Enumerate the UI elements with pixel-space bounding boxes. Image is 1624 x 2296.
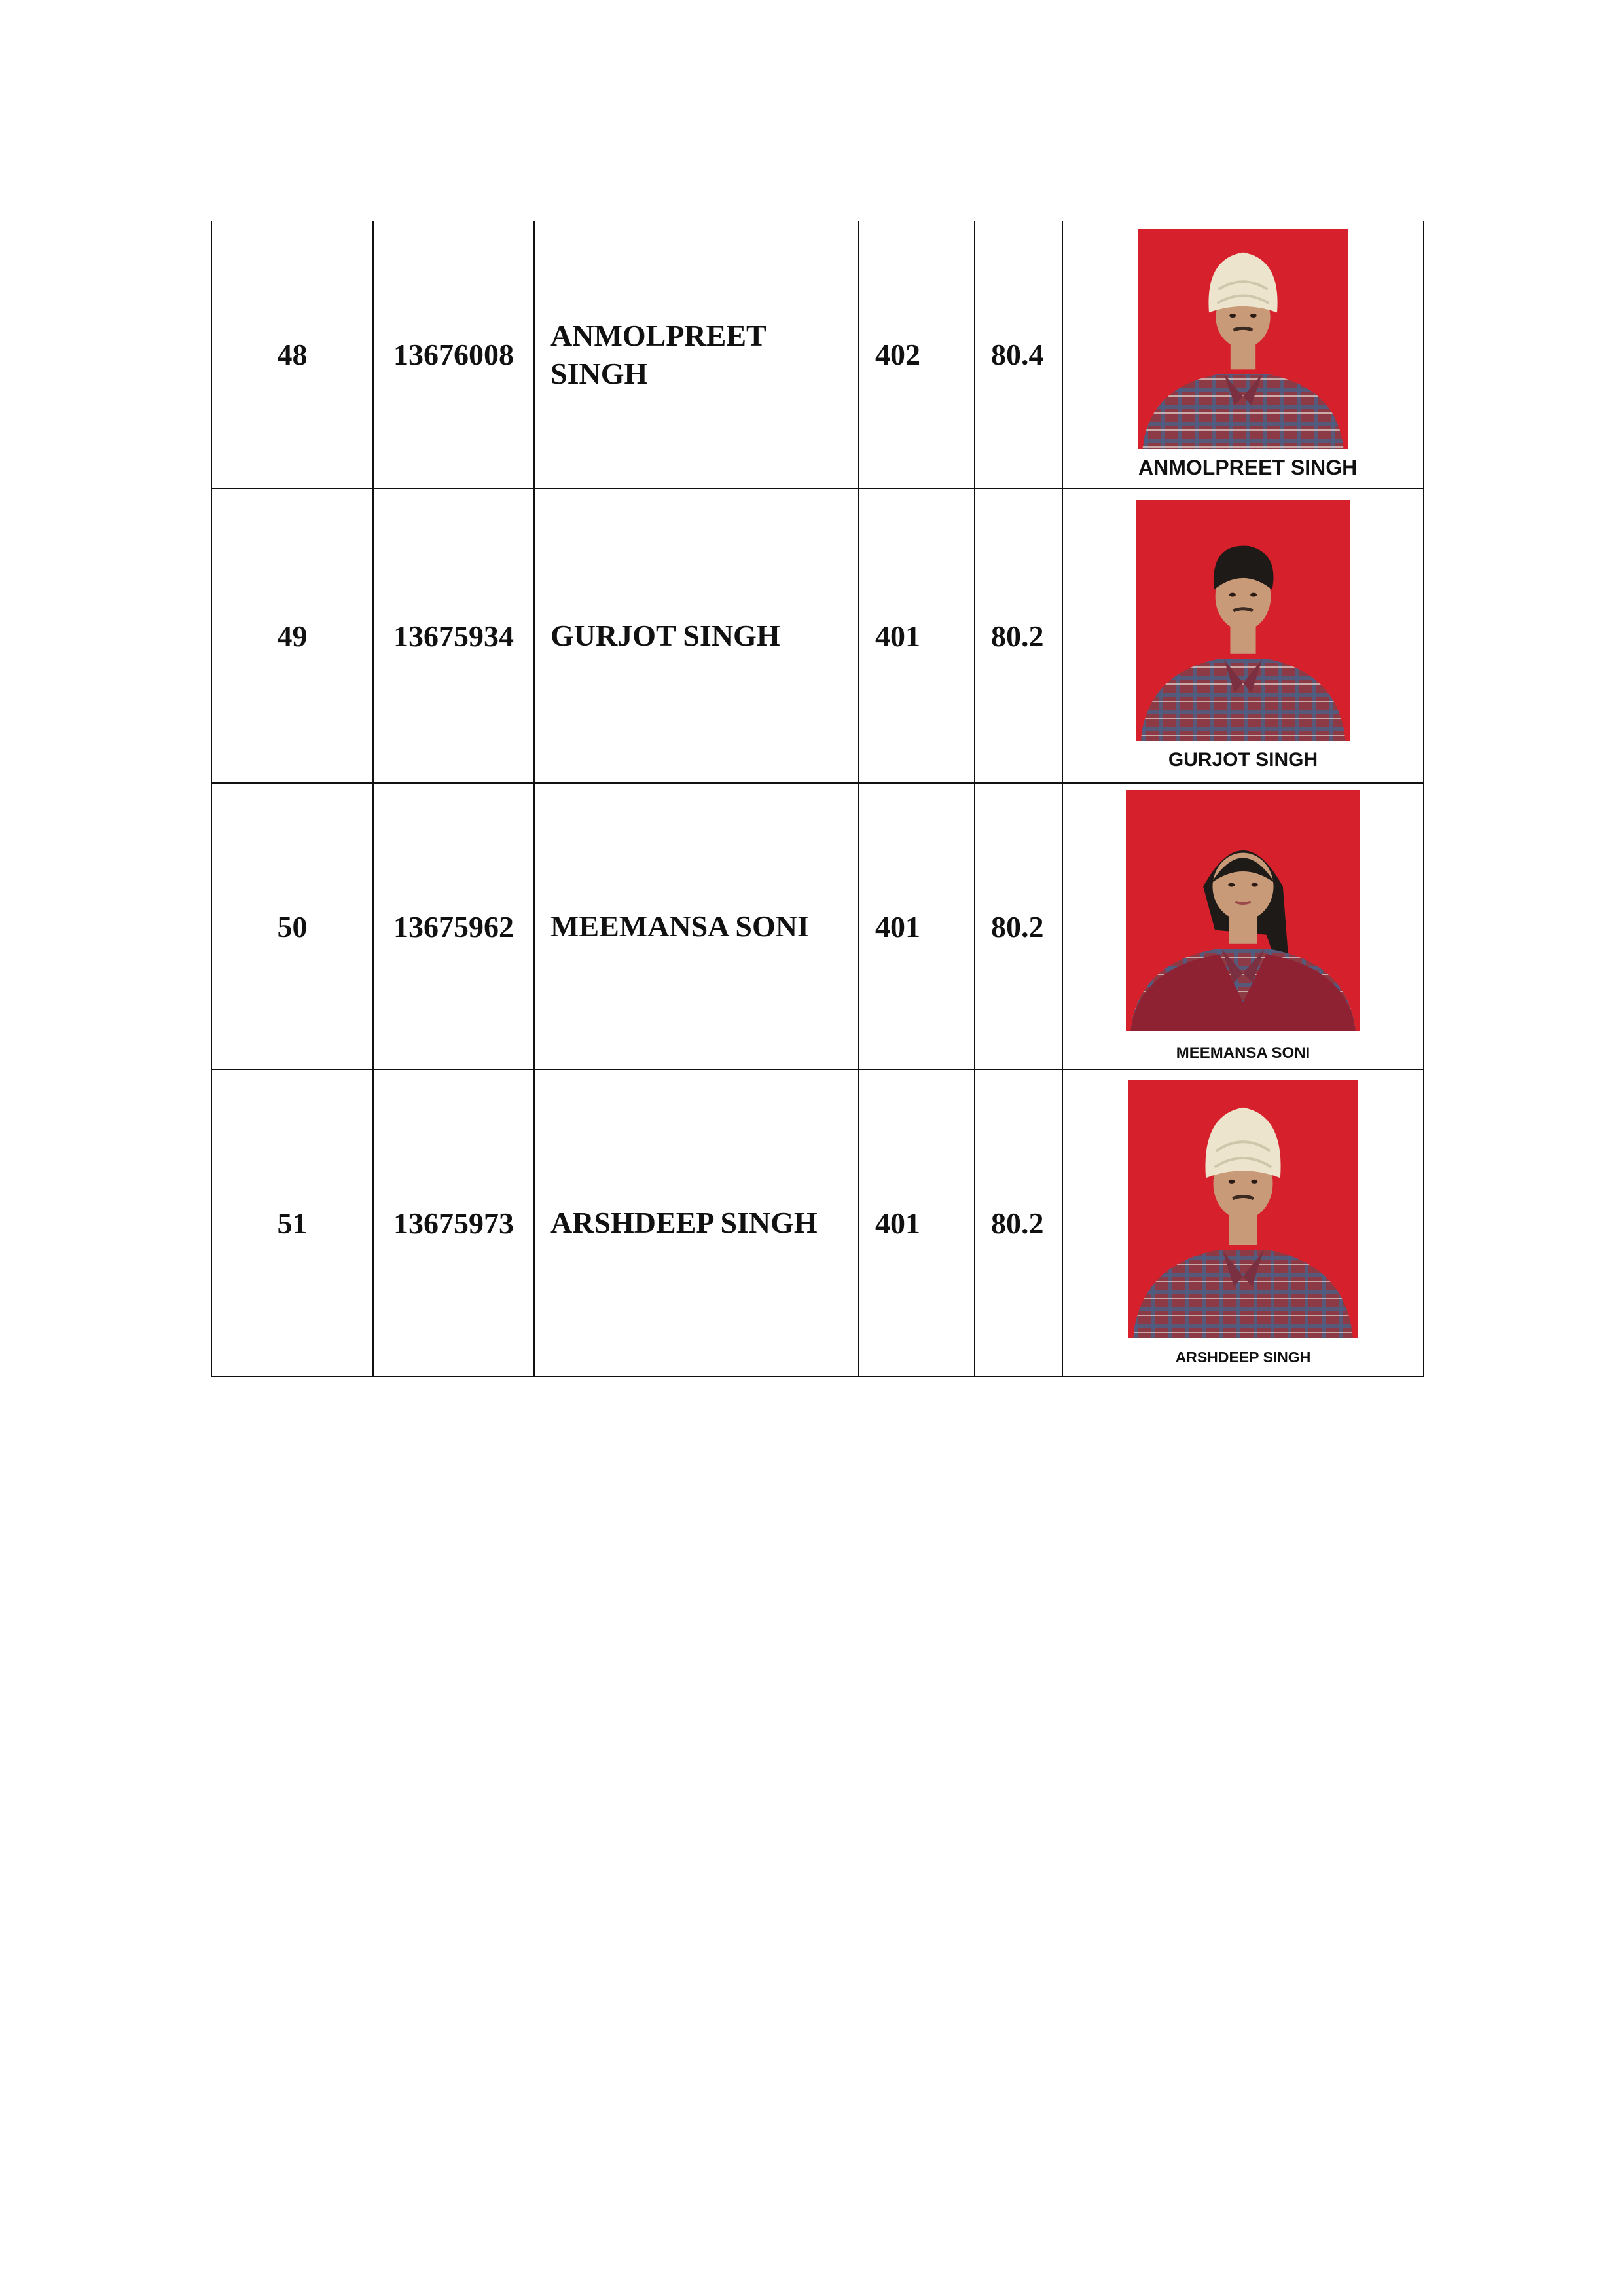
photo-cell: [1062, 221, 1424, 488]
marks-cell: 401: [859, 783, 975, 1070]
roll-number-cell: 13675973: [373, 1070, 534, 1376]
student-photo: [1136, 500, 1350, 771]
photo-caption: ARSHDEEP SINGH: [1175, 1348, 1311, 1366]
serial-number-cell: 48: [211, 221, 373, 488]
roll-number-cell: 13676008: [373, 221, 534, 488]
photo-cell: [1062, 488, 1424, 783]
photo-caption: GURJOT SINGH: [1168, 749, 1318, 771]
student-name-cell: ARSHDEEP SINGH: [534, 1070, 859, 1376]
serial-number-cell: 50: [211, 783, 373, 1070]
student-name-cell: GURJOT SINGH: [534, 488, 859, 783]
percentage-cell: 80.2: [975, 1070, 1062, 1376]
student-photo: [1126, 790, 1360, 1063]
percentage-cell: 80.2: [975, 488, 1062, 783]
portrait-image: [1126, 790, 1360, 1031]
portrait-image: [1138, 229, 1348, 449]
marks-cell: 401: [859, 1070, 975, 1376]
student-name-cell: MEEMANSA SONI: [534, 783, 859, 1070]
table-row: [211, 1070, 1424, 1376]
portrait-image: [1128, 1080, 1358, 1338]
photo-caption: MEEMANSA SONI: [1176, 1044, 1310, 1062]
portrait-image: [1136, 500, 1350, 741]
photo-cell: [1062, 1070, 1424, 1376]
photo-cell: [1062, 783, 1424, 1070]
roll-number-cell: 13675962: [373, 783, 534, 1070]
serial-number-cell: 51: [211, 1070, 373, 1376]
percentage-cell: 80.4: [975, 221, 1062, 488]
marks-cell: 402: [859, 221, 975, 488]
photo-caption: ANMOLPREET SINGH: [1138, 456, 1358, 479]
student-photo: [1128, 1080, 1358, 1366]
table-row: [211, 221, 1424, 488]
results-table: [211, 221, 1424, 1377]
roll-number-cell: 13675934: [373, 488, 534, 783]
serial-number-cell: 49: [211, 488, 373, 783]
table-row: [211, 783, 1424, 1070]
student-name-cell: ANMOLPREET SINGH: [534, 221, 859, 488]
table-row: [211, 488, 1424, 783]
student-photo: [1138, 229, 1358, 480]
percentage-cell: 80.2: [975, 783, 1062, 1070]
marks-cell: 401: [859, 488, 975, 783]
